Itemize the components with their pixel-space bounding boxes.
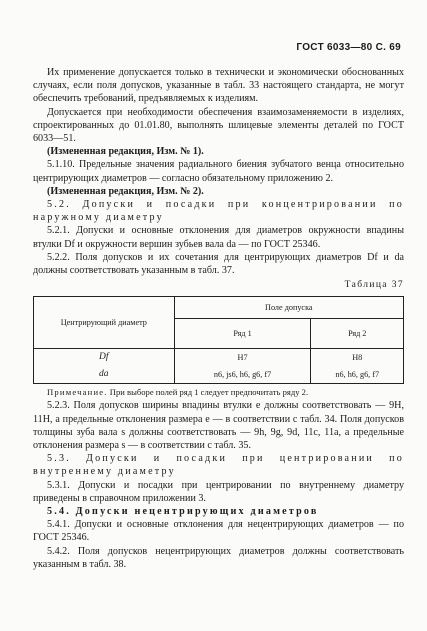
table-header-left: Центрирующий диаметр <box>34 297 175 349</box>
tolerance-table <box>33 296 404 384</box>
note-label: Примечание. <box>47 387 108 398</box>
table-header-group: Поле допуска <box>174 297 403 319</box>
paragraph: 5.2.1. Допуски и основные отклонения для диаметров окружности впадины втулки Df и окружности вершин зубьев вала dа — по ГОСТ 25346. <box>33 225 404 250</box>
table-cell: n6, js6, h6, g6, f7 <box>174 366 311 384</box>
table-cell: H8 <box>311 349 404 367</box>
paragraph: Допускается при необходимости обеспечения взаимозаменяемости в изделиях, спроектированных до 01.01.80, выполнять шлицевые элементы деталей по ГОСТ 6033—51. <box>33 106 404 145</box>
table-header-row2: Ряд 2 <box>311 319 404 349</box>
paragraph: 5.1.10. Предельные значения радиального биения зубчатого венца относительно центрирующих диаметров — согласно обязательному приложению 2. <box>33 159 404 184</box>
section-heading: 5.3. Допуски и посадки при центрировании по внутреннему диаметру <box>33 453 404 478</box>
table-cell: H7 <box>174 349 311 367</box>
table-cell: n6, h6, g6, f7 <box>311 366 404 384</box>
table-cell-symbol: dа <box>34 366 175 384</box>
document-body <box>33 66 404 571</box>
table-header-row1: Ряд 1 <box>174 319 311 349</box>
paragraph: 5.2.3. Поля допусков ширины впадины втулки e должны соответствовать — 9H, 11H, а предельные отклонения размера e — в соответствии с табл. 34. Поля допусков толщины зуба вала s должны соответствовать — 9h, 9g, 9d, 11c, 11a, а предельные отклонения размера s — в соответствии с табл. 35. <box>33 400 404 452</box>
paragraph: Их применение допускается только в технически и экономически обоснованных случаях, если поля допусков, указанные в табл. 33 настоящего стандарта, не могут обеспечить требований, предъявляемых к изделиям. <box>33 67 404 105</box>
table-note <box>33 386 404 398</box>
paragraph: 5.3.1. Допуски и посадки при центрировании по внутреннему диаметру приведены в справочном приложении 3. <box>33 479 404 504</box>
table-caption: Таблица 37 <box>344 280 404 291</box>
paragraph: 5.2.2. Поля допусков и их сочетания для центрирующих диаметров Df и dа должны соответствовать указанным в табл. 37. <box>33 251 404 277</box>
amendment-note: (Измененная редакция, Изм. № 1). <box>47 146 204 158</box>
note-text: При выборе полей ряд 1 следует предпочитать ряду 2. <box>109 387 309 398</box>
table-cell-symbol: Df <box>34 349 175 367</box>
section-heading: 5.2. Допуски и посадки при концентрировании по наружному диаметру <box>33 199 404 224</box>
paragraph: 5.4.2. Поля допусков нецентрирующих диаметров должны соответствовать указанным в табл. 38. <box>33 545 404 570</box>
page-header: ГОСТ 6033—80 С. 69 <box>296 42 401 53</box>
paragraph: 5.4.1. Допуски и основные отклонения для нецентрирующих диаметров — по ГОСТ 25346. <box>33 519 404 544</box>
section-heading: 5.4. Допуски нецентрирующих диаметров <box>47 506 319 518</box>
amendment-note: (Измененная редакция, Изм. № 2). <box>47 185 204 197</box>
